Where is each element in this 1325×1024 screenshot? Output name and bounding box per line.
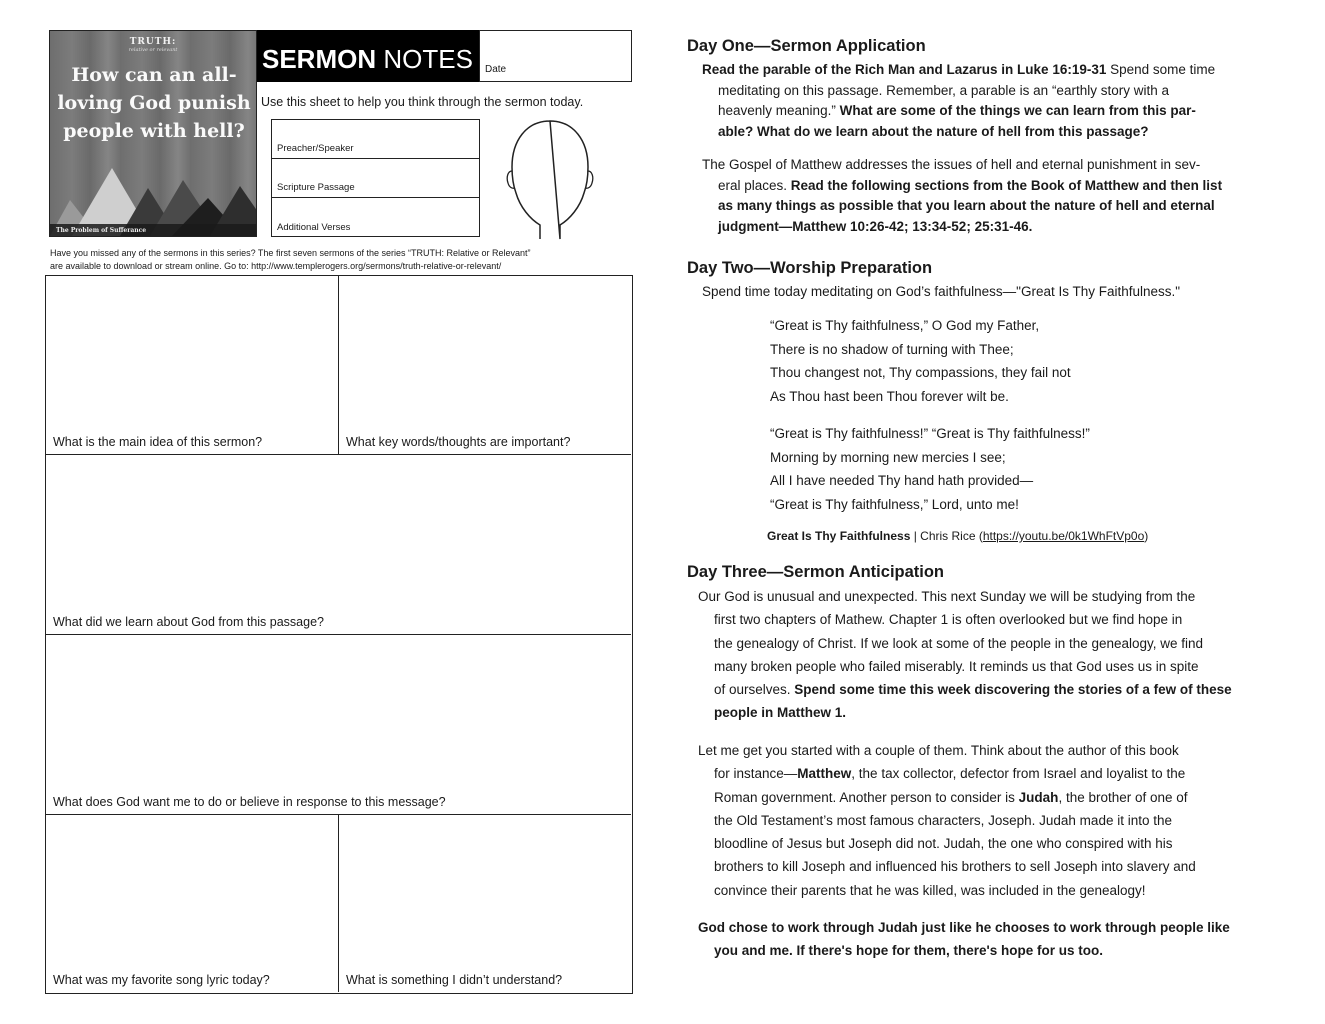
blank-face-outline-icon bbox=[500, 115, 600, 243]
day-one-heading: Day One—Sermon Application bbox=[687, 37, 926, 55]
learn-about-god-label: What did we learn about God from this passage? bbox=[53, 615, 324, 629]
day-two-intro: Spend time today meditating on God’s faithfulness—"Great Is Thy Faithfulness." bbox=[702, 284, 1181, 299]
date-field[interactable] bbox=[479, 30, 632, 82]
main-idea-box[interactable] bbox=[46, 276, 339, 455]
sermon-series-cover-image bbox=[49, 30, 257, 237]
song-lyric-label: What was my favorite song lyric today? bbox=[53, 973, 270, 987]
didnt-understand-label: What is something I didn’t understand? bbox=[346, 973, 563, 987]
speaker-info-table bbox=[271, 119, 480, 237]
missed-line-1: Have you missed any of the sermons in this series? The first seven sermons of the series “TRUTH: Relative or Relevant” bbox=[50, 248, 531, 258]
day-one-paragraph-2: The Gospel of Matthew addresses the issues of hell and eternal punishment in sev- eral places. Read the following sections from the Book of Matthew and then list as many things as possible that you learn about the nature of hell and eternal judgment—Matthew 10:26-42; 13:34-52; 25:31-46. bbox=[702, 157, 1223, 234]
additional-verses-field[interactable] bbox=[272, 198, 479, 237]
day-two-heading: Day Two—Worship Preparation bbox=[687, 259, 933, 277]
didnt-understand-box[interactable] bbox=[339, 815, 631, 992]
hymn-verse-1: “Great is Thy faithfulness,” O God my Father, There is no shadow of turning with Thee; Thou changest not, Thy compassions, they fail not As Thou hast been Thou forever wilt be. bbox=[770, 318, 1071, 404]
missed-sermons-note bbox=[50, 247, 635, 273]
title-rest: NOTES bbox=[376, 44, 473, 74]
day-three-heading: Day Three—Sermon Anticipation bbox=[687, 563, 945, 581]
response-box[interactable] bbox=[46, 635, 631, 815]
cover-sermon-title: How can an all-loving God punish people with hell? bbox=[57, 64, 251, 142]
song-video-link[interactable]: https://youtu.be/0k1WhFtVp0o bbox=[982, 529, 1145, 543]
additional-verses-label: Additional Verses bbox=[277, 222, 351, 233]
notes-grid bbox=[45, 275, 633, 994]
hymn-verse-2: “Great is Thy faithfulness!” “Great is Thy faithfulness!” Morning by morning new mercies I see; All I have needed Thy hand hath provided— “Great is Thy faithfulness,” Lord, unto me! bbox=[770, 426, 1090, 512]
song-lyric-box[interactable] bbox=[46, 815, 339, 992]
main-idea-label: What is the main idea of this sermon? bbox=[53, 435, 263, 449]
preacher-label: Preacher/Speaker bbox=[277, 143, 354, 154]
preacher-field[interactable] bbox=[272, 120, 479, 159]
instructions: Use this sheet to help you think through the sermon today. bbox=[261, 95, 584, 109]
song-credit: Great Is Thy Faithfulness | Chris Rice (https://youtu.be/0k1WhFtVp0o) bbox=[767, 529, 1149, 543]
response-label: What does God want me to do or believe in response to this message? bbox=[53, 795, 446, 809]
day-three-paragraph-2: Let me get you started with a couple of them. Think about the author of this book for instance—Matthew, the tax collector, defector from Israel and loyalist to the Roman government. Another person to consider is Judah, the brother of one of the Old Testament’s most famous characters, Joseph. Judah made it into the bloodline of Jesus but Joseph did not. Judah, the one who conspired with his brothers to kill Joseph and influenced his brothers to sell Joseph into slavery and convince their parents that he was killed, was included in the genealogy! bbox=[698, 743, 1196, 898]
day-one-paragraph-1: Read the parable of the Rich Man and Lazarus in Luke 16:19-31 Spend some time meditating on this passage. Remember, a parable is an “earthly story with a heavenly meaning.” What are some of the things we can learn from this par- able? What do we learn about the nature of hell from this passage? bbox=[702, 62, 1216, 139]
day-three-paragraph-1: Our God is unusual and unexpected. This next Sunday we will be studying from the first two chapters of Mathew. Chapter 1 is often overlooked but we find hope in the genealogy of Christ. If we look at some of the people in the genealogy, we find many broken people who failed miserably. It reminds us that God uses us in spite of ourselves. Spend some time this week discovering the stories of a few of these people in Matthew 1. bbox=[698, 589, 1232, 721]
sermon-notes-title bbox=[257, 30, 479, 82]
scripture-label: Scripture Passage bbox=[277, 182, 355, 193]
key-words-label: What key words/thoughts are important? bbox=[346, 435, 571, 449]
learn-about-god-box[interactable] bbox=[46, 455, 631, 635]
date-label: Date bbox=[485, 64, 507, 75]
scripture-field[interactable] bbox=[272, 159, 479, 198]
title-bold: SERMON bbox=[262, 44, 377, 74]
cover-series-title: TRUTH: bbox=[129, 37, 177, 47]
missed-line-2: are available to download or stream online. Go to: http://www.templerogers.org/sermons/truth-relative-or-relevant/ bbox=[50, 261, 502, 271]
cover-footer: The Problem of Sufferance bbox=[56, 227, 147, 234]
mountains-graphic bbox=[50, 166, 257, 236]
day-three-paragraph-3: God chose to work through Judah just like he chooses to work through people like you and me. If there's hope for them, there's hope for us too. bbox=[698, 920, 1230, 959]
key-words-box[interactable] bbox=[339, 276, 631, 455]
cover-series-subtitle: relative or relevant bbox=[128, 47, 178, 53]
